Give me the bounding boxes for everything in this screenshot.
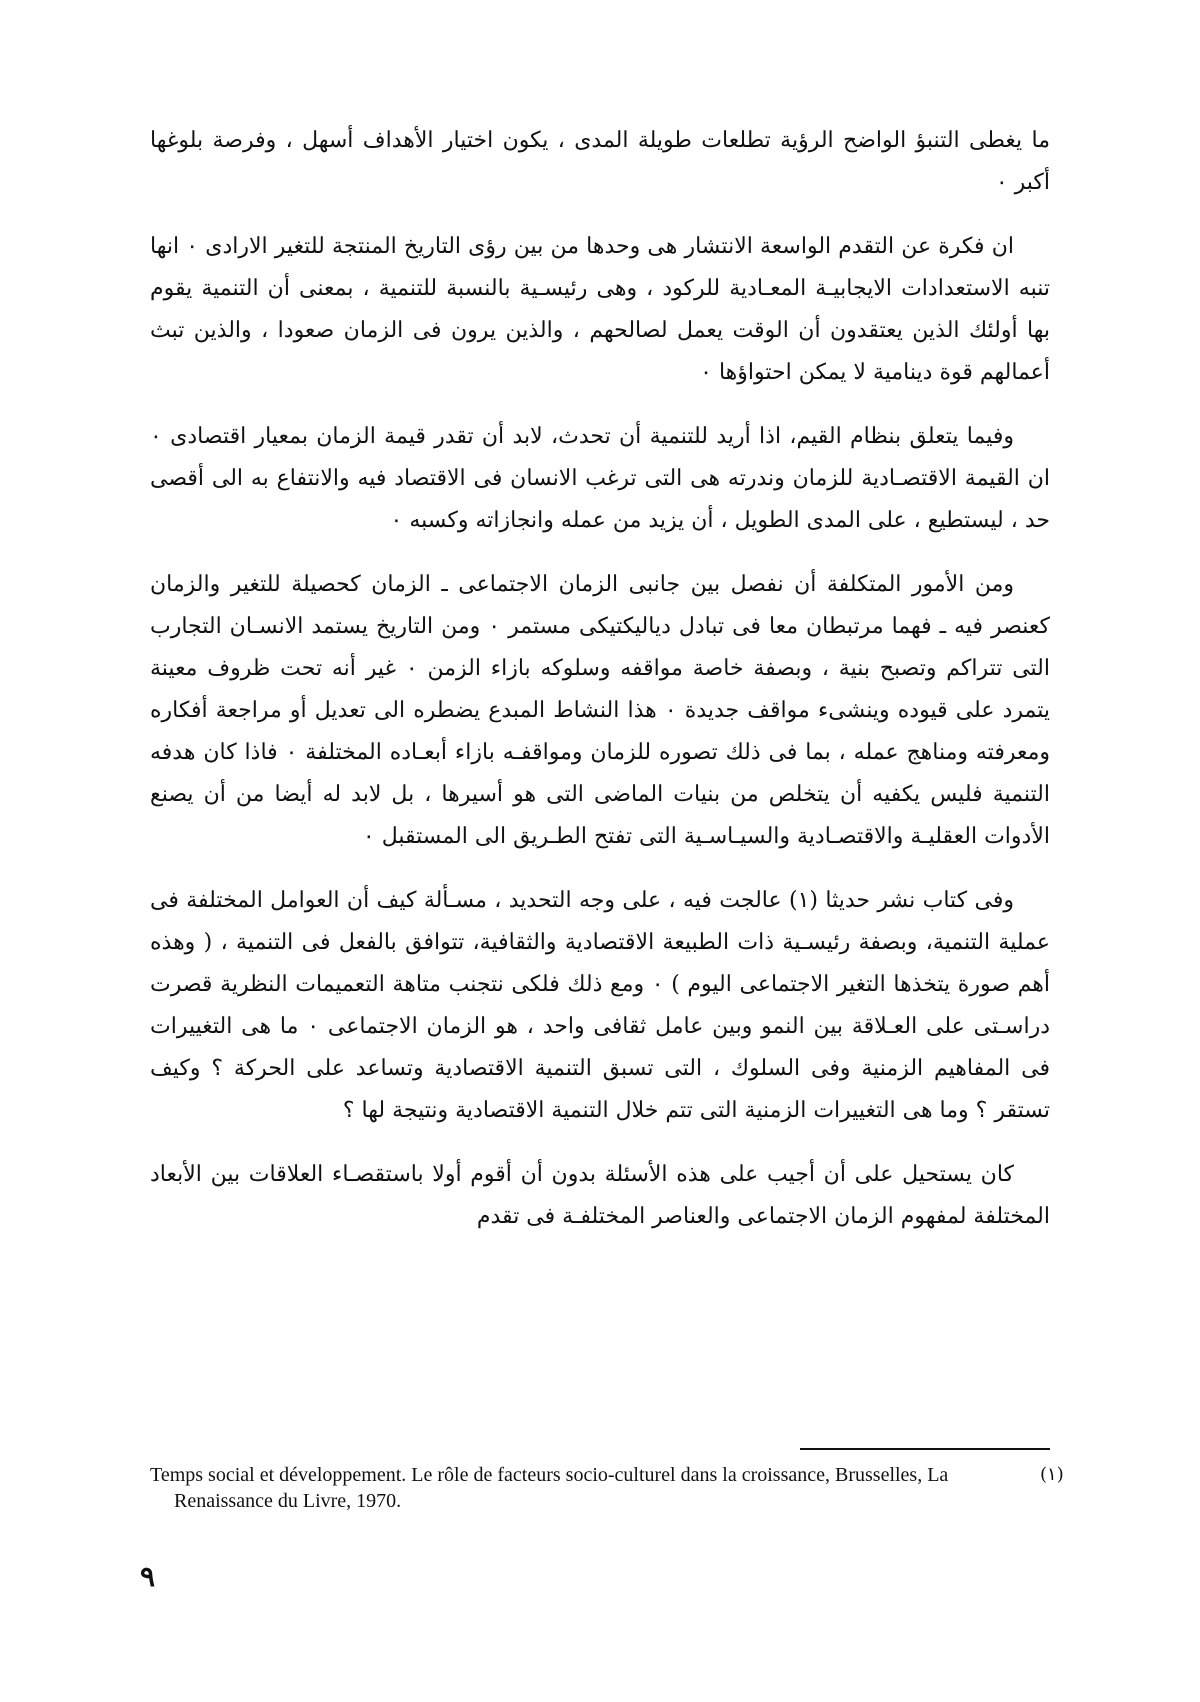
paragraph-2: ان فكرة عن التقدم الواسعة الانتشار هى وحدها من بين رؤى التاريخ المنتجة للتغير الارادى ٠ انها تنبه الاستعدادات الايجابيـة المعـادية للركود ، وهى رئيسـية بالنسبة للتنمية ، بمعنى أن التنمية يقوم بها أولئك الذين يعتقدون أن الوقت يعمل لصالحهم ، والذين يرون فى الزمان صعودا ، والذين تبث أعمالهم قوة دينامية لا يمكن احتواؤها ٠ xyxy=(150,234,1050,385)
page-number: ٩ xyxy=(140,1560,156,1593)
footnote-marker: (١) xyxy=(1040,1464,1064,1485)
paragraph-6: كان يستحيل على أن أجيب على هذه الأسئلة بدون أن أقوم أولا باستقصـاء العلاقات بين الأبعاد المختلفة لمفهوم الزمان الاجتماعى والعناصر المختلفـة فى تقدم xyxy=(150,1162,1050,1229)
paragraph-3: وفيما يتعلق بنظام القيم، اذا أريد للتنمية أن تحدث، لابد أن تقدر قيمة الزمان بمعيار اقتصادى ٠ ان القيمة الاقتصـادية للزمان وندرته هى التى ترغب الانسان فى الاقتصاد فيه والانتفاع به الى أقصى حد ، ليستطيع ، على المدى الطويل ، أن يزيد من عمله وانجازاته وكسبه ٠ xyxy=(150,424,1050,533)
paragraph-1: ما يغطى التنبؤ الواضح الرؤية تطلعات طويلة المدى ، يكون اختيار الأهداف أسهل ، وفرصة بلوغها أكبر ٠ xyxy=(150,128,1050,195)
paragraph-5: وفى كتاب نشر حديثا (١) عالجت فيه ، على وجه التحديد ، مسـألة كيف أن العوامل المختلفة فى عملية التنمية، وبصفة رئيسـية ذات الطبيعة الاقتصادية والثقافية، تتوافق بالفعل فى التنمية ، ( وهذه أهم صورة يتخذها التغير الاجتماعى اليوم ) ٠ ومع ذلك فلكى نتجنب متاهة التعميمات النظرية قصرت دراسـتى على العـلاقة بين النمو وبين عامل ثقافى واحد ، هو الزمان الاجتماعى ٠ ما هى التغييرات فى المفاهيم الزمنية وفى السلوك ، التى تسبق التنمية الاقتصادية وتساعد على الحركة ؟ وكيف تستقر ؟ وما هى التغييرات الزمنية التى تتم خلال التنمية الاقتصادية ونتيجة لها ؟ xyxy=(150,888,1050,1123)
paragraph-4: ومن الأمور المتكلفة أن نفصل بين جانبى الزمان الاجتماعى ـ الزمان كحصيلة للتغير والزمان كعنصر فيه ـ فهما مرتبطان معا فى تبادل دياليكتيكى مستمر ٠ ومن التاريخ يستمد الانسـان التجارب التى تتراكم وتصبح بنية ، وبصفة خاصة مواقفه وسلوكه بازاء الزمن ٠ غير أنه تحت ظروف معينة يتمرد على قيوده وينشىء مواقف جديدة ٠ هذا النشاط المبدع يضطره الى تعديل أو مراجعة أفكاره ومعرفته ومناهج عمله ، بما فى ذلك تصوره للزمان ومواقفـه بازاء أبعـاده المختلفة ٠ فاذا كان هدفه التنمية فليس يكفيه أن يتخلص من بنيات الماضى التى هو أسيرها ، بل لابد له أيضا من أن يصنع الأدوات العقليـة والاقتصـادية والسيـاسـية التى تفتح الطـريق الى المستقبل ٠ xyxy=(150,572,1050,849)
footnote xyxy=(150,1462,1064,1514)
footnote-divider xyxy=(800,1448,1050,1450)
main-text xyxy=(150,120,1050,1260)
footnote-text: Temps social et développement. Le rôle de facteurs socio-culturel dans la croissance, Brusselles, La Renaissance du Livre, 1970. xyxy=(150,1464,949,1512)
